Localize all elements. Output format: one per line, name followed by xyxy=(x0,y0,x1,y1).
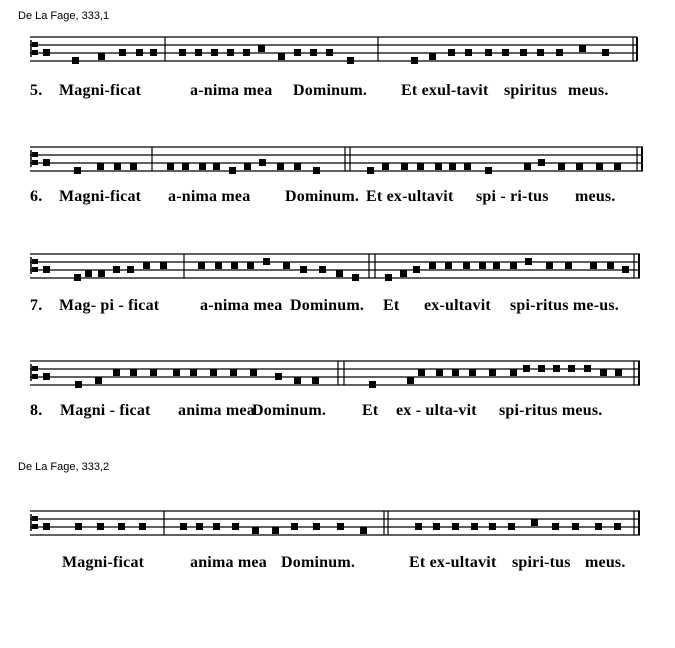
neume-note xyxy=(382,163,389,170)
neume-note xyxy=(114,163,121,170)
neume-note xyxy=(565,262,572,269)
neume-note xyxy=(119,49,126,56)
neume-note xyxy=(436,369,443,376)
neume-note xyxy=(385,274,392,281)
neume-note xyxy=(167,163,174,170)
neume-note xyxy=(313,523,320,530)
neume-note xyxy=(275,373,282,380)
neume-note xyxy=(401,163,408,170)
line-number-8: 8. xyxy=(30,402,43,419)
neume-note xyxy=(400,270,407,277)
line-number-5: 5. xyxy=(30,82,43,99)
neume-note xyxy=(98,53,105,60)
neume-note xyxy=(180,523,187,530)
neume-note xyxy=(418,369,425,376)
lyric-b-b: anima mea xyxy=(190,554,267,571)
neume-note xyxy=(469,369,476,376)
lyric-b-a: Magni-ficat xyxy=(62,554,145,571)
source-reference-2: De La Fage, 333,2 xyxy=(18,461,110,473)
neume-note xyxy=(113,266,120,273)
neume-note xyxy=(95,377,102,384)
clef-icon xyxy=(32,524,38,529)
neume-note xyxy=(75,523,82,530)
neume-note xyxy=(229,167,236,174)
neume-note xyxy=(173,369,180,376)
neume-note xyxy=(85,270,92,277)
neume-note xyxy=(196,523,203,530)
neume-note xyxy=(579,45,586,52)
neume-note xyxy=(43,159,50,166)
clef-icon xyxy=(32,50,38,55)
lyric-6-d: Et ex-ultavit xyxy=(366,188,454,205)
lyric-5-a: Magni-ficat xyxy=(59,82,142,99)
clef-icon xyxy=(32,42,38,47)
source-reference-1: De La Fage, 333,1 xyxy=(18,10,110,22)
neume-note xyxy=(546,262,553,269)
neume-note xyxy=(272,527,279,534)
lyric-6-c: Dominum. xyxy=(285,188,360,205)
neume-note xyxy=(136,49,143,56)
neume-note xyxy=(417,163,424,170)
neume-note xyxy=(247,262,254,269)
neume-note xyxy=(300,266,307,273)
neume-note xyxy=(367,167,374,174)
neume-note xyxy=(464,163,471,170)
neume-note xyxy=(139,523,146,530)
lyric-8-b: anima mea xyxy=(178,402,255,419)
neume-note xyxy=(433,523,440,530)
neume-note xyxy=(74,167,81,174)
lyric-8-a: Magni - ficat xyxy=(60,402,151,419)
lyric-6-b: a-nima mea xyxy=(168,188,251,205)
lyric-7-d: Et xyxy=(383,297,400,314)
neume-note xyxy=(160,262,167,269)
neume-note xyxy=(231,262,238,269)
neume-note xyxy=(278,53,285,60)
neume-note xyxy=(463,262,470,269)
neume-note xyxy=(230,369,237,376)
lyric-7-e: ex-ultavit xyxy=(424,297,491,314)
neume-note xyxy=(452,369,459,376)
neume-note xyxy=(310,49,317,56)
neume-note xyxy=(415,523,422,530)
neume-note xyxy=(360,527,367,534)
clef-icon xyxy=(32,160,38,165)
neume-note xyxy=(227,49,234,56)
neume-note xyxy=(130,369,137,376)
neume-note xyxy=(572,523,579,530)
neume-note xyxy=(347,57,354,64)
neume-note xyxy=(294,49,301,56)
neume-note xyxy=(600,369,607,376)
neume-note xyxy=(489,369,496,376)
neume-note xyxy=(326,49,333,56)
neume-note xyxy=(590,262,597,269)
neume-note xyxy=(294,163,301,170)
lyric-5-e: spiritus xyxy=(504,82,558,99)
neume-note xyxy=(215,262,222,269)
clef-icon xyxy=(32,152,38,157)
neume-note xyxy=(294,377,301,384)
lyric-b-e: spiri-tus xyxy=(512,554,571,571)
neume-note xyxy=(213,523,220,530)
neume-note xyxy=(471,523,478,530)
neume-note xyxy=(602,49,609,56)
neume-note xyxy=(232,523,239,530)
neume-note xyxy=(435,163,442,170)
neume-note xyxy=(283,262,290,269)
neume-note xyxy=(43,49,50,56)
line-number-6: 6. xyxy=(30,188,43,205)
neume-note xyxy=(614,163,621,170)
lyric-6-a: Magni-ficat xyxy=(59,188,142,205)
neume-note xyxy=(259,159,266,166)
neume-note xyxy=(250,369,257,376)
line-number-7: 7. xyxy=(30,297,43,314)
neume-note xyxy=(531,519,538,526)
neume-note xyxy=(411,57,418,64)
lyric-7-c: Dominum. xyxy=(290,297,365,314)
neume-note xyxy=(97,523,104,530)
neume-note xyxy=(558,163,565,170)
lyric-5-d: Et exul-tavit xyxy=(401,82,489,99)
neume-note xyxy=(485,49,492,56)
neume-note xyxy=(493,262,500,269)
neume-note xyxy=(429,53,436,60)
lyric-5-c: Dominum. xyxy=(293,82,368,99)
lyric-b-c: Dominum. xyxy=(281,554,356,571)
neume-note xyxy=(182,163,189,170)
lyric-8-f: spi-ritus meus. xyxy=(499,402,603,419)
lyric-7-a: Mag- pi - ficat xyxy=(59,297,160,314)
neume-note xyxy=(525,258,532,265)
neume-note xyxy=(210,369,217,376)
neume-note xyxy=(127,266,134,273)
neume-note xyxy=(523,365,530,372)
neume-note xyxy=(150,369,157,376)
neume-note xyxy=(75,381,82,388)
neume-note xyxy=(143,262,150,269)
neume-note xyxy=(179,49,186,56)
neume-note xyxy=(244,163,251,170)
lyric-5-b: a-nima mea xyxy=(190,82,273,99)
neume-note xyxy=(489,523,496,530)
neume-note xyxy=(243,49,250,56)
neume-note xyxy=(211,49,218,56)
neume-note xyxy=(43,266,50,273)
neume-note xyxy=(97,163,104,170)
neume-note xyxy=(190,369,197,376)
neume-note xyxy=(195,49,202,56)
neume-note xyxy=(213,163,220,170)
neume-note xyxy=(556,49,563,56)
neume-note xyxy=(553,365,560,372)
lyric-7-f: spi-ritus me-us. xyxy=(510,297,619,314)
neume-note xyxy=(118,523,125,530)
neume-note xyxy=(508,523,515,530)
neume-note xyxy=(615,369,622,376)
neume-note xyxy=(584,365,591,372)
lyric-b-d: Et ex-ultavit xyxy=(409,554,497,571)
lyric-7-b: a-nima mea xyxy=(200,297,283,314)
lyric-8-e: ex - ulta-vit xyxy=(396,402,477,419)
neume-note xyxy=(524,163,531,170)
neume-note xyxy=(72,57,79,64)
lyric-8-d: Et xyxy=(362,402,379,419)
lyric-8-c: Dominum. xyxy=(252,402,327,419)
neume-note xyxy=(369,381,376,388)
neume-note xyxy=(113,369,120,376)
neume-note xyxy=(449,163,456,170)
neume-note xyxy=(502,49,509,56)
neume-note xyxy=(576,163,583,170)
neume-note xyxy=(537,49,544,56)
neume-note xyxy=(429,262,436,269)
neume-note xyxy=(74,274,81,281)
neume-note xyxy=(479,262,486,269)
clef-icon xyxy=(32,366,38,371)
neume-note xyxy=(150,49,157,56)
clef-icon xyxy=(32,516,38,521)
neume-note xyxy=(413,266,420,273)
neume-note xyxy=(199,163,206,170)
neume-note xyxy=(510,369,517,376)
clef-icon xyxy=(32,374,38,379)
neume-note xyxy=(291,523,298,530)
neume-note xyxy=(614,523,621,530)
clef-icon xyxy=(32,259,38,264)
lyric-6-f: meus. xyxy=(575,188,616,205)
neume-note xyxy=(452,523,459,530)
neume-note xyxy=(596,163,603,170)
neume-note xyxy=(98,270,105,277)
neume-note xyxy=(538,159,545,166)
neume-note xyxy=(607,262,614,269)
neume-note xyxy=(538,365,545,372)
neume-note xyxy=(552,523,559,530)
neume-note xyxy=(252,527,259,534)
lyric-b-f: meus. xyxy=(585,554,626,571)
neume-note xyxy=(520,49,527,56)
neume-note xyxy=(407,377,414,384)
neume-note xyxy=(312,377,319,384)
neume-note xyxy=(352,274,359,281)
lyric-5-f: meus. xyxy=(568,82,609,99)
neume-note xyxy=(622,266,629,273)
neume-note xyxy=(313,167,320,174)
neume-note xyxy=(263,258,270,265)
neume-note xyxy=(568,365,575,372)
neume-note xyxy=(198,262,205,269)
neume-note xyxy=(319,266,326,273)
neume-note xyxy=(485,167,492,174)
neume-note xyxy=(43,523,50,530)
neume-note xyxy=(445,262,452,269)
neume-note xyxy=(43,373,50,380)
neume-note xyxy=(277,163,284,170)
clef-icon xyxy=(32,267,38,272)
lyric-6-e: spi - ri-tus xyxy=(476,188,549,205)
neume-note xyxy=(510,262,517,269)
neume-note xyxy=(336,270,343,277)
neume-note xyxy=(595,523,602,530)
neume-note xyxy=(448,49,455,56)
neume-note xyxy=(258,45,265,52)
neume-note xyxy=(337,523,344,530)
neume-note xyxy=(465,49,472,56)
neume-note xyxy=(130,163,137,170)
